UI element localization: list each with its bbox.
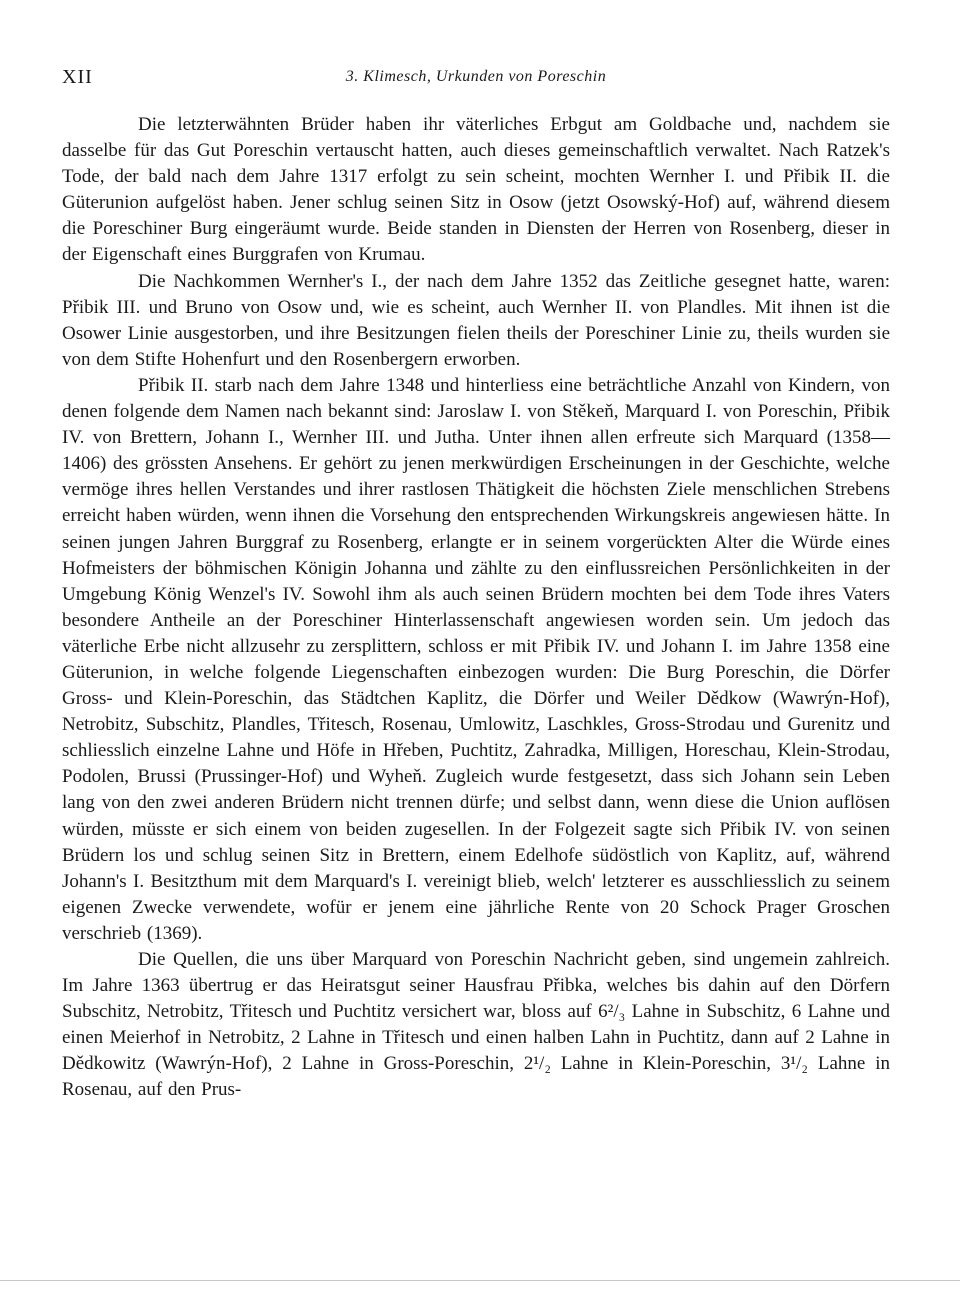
running-title: 3. Klimesch, Urkunden von Poreschin (345, 68, 607, 85)
paragraph: Die Nachkommen Wernher's I., der nach dem Jahre 1352 das Zeitliche gesegnet hatte, waren: Přibik III. und Bruno von Osow und, wie es scheint, auch Wernher II. von Plandles. Mit ihnen ist die Osower Linie ausgestorben, und ihre Besitzungen fielen theils der Poreschiner Linie zu, theils wurden sie von dem Stifte Hohenfurt und den Rosenbergern erworben. (62, 270, 890, 370)
body-text (62, 112, 890, 1104)
page-header (62, 66, 890, 94)
page-edge-divider (0, 1280, 960, 1281)
paragraph: Die letzterwähnten Brüder haben ihr väterliches Erbgut am Goldbache und, nachdem sie dasselbe für das Gut Poreschin vertauscht hatten, auch dieses gemeinschaftlich verwaltet. Nach Ratzek's Tode, der bald nach dem Jahre 1317 erfolgt zu sein scheint, mochten Wernher I. und Přibik II. die Güterunion aufgelöst haben. Jener schlug seinen Sitz in Osow (jetzt Osowský-Hof) auf, während diesem die Poreschiner Burg eingeräumt wurde. Beide standen in Diensten der Herren von Rosenberg, dieser in der Eigenschaft eines Burggrafen von Krumau. (62, 114, 890, 266)
paragraph: Přibik II. starb nach dem Jahre 1348 und hinterliess eine beträchtliche Anzahl von Kindern, von denen folgende dem Namen nach bekannt sind: Jaroslaw I. von Stěkeň, Marquard I. von Poreschin, Přibik IV. von Brettern, Johann I., Wernher III. und Jutha. Unter ihnen allen erfreute sich Marquard (1358—1406) des grössten Ansehens. Er gehört zu jenen merkwürdigen Erscheinungen in der Geschichte, welche vermöge ihres hellen Verstandes und ihrer rastlosen Thätigkeit die höchsten Ziele menschlichen Strebens erreicht haben würden, wenn ihnen die Vorsehung den entsprechenden Wirkungskreis angewiesen hätte. In seinen jungen Jahren Burggraf zu Rosenberg, erlangte er in seinem vorgerückten Alter die Würde eines Hofmeisters der böhmischen Königin Johanna und zählte zu den einflussreichen Persönlichkeiten in der Umgebung König Wenzel's IV. Sowohl ihm als auch seinen Brüdern mochten bei dem Tode ihres Vaters besondere Antheile an der Poreschiner Hinterlassenschaft angewiesen worden sein. Um jedoch das väterliche Erbe nicht allzusehr zu zersplittern, schloss er mit Přibik IV. und Johann I. im Jahre 1358 eine Güterunion, in welche folgende Liegenschaften einbezogen wurden: Die Burg Poreschin, die Dörfer Gross- und Klein-Poreschin, das Städtchen Kaplitz, die Dörfer und Weiler Dědkow (Wawrýn-Hof), Netrobitz, Subschitz, Plandles, Třitesch, Rosenau, Umlowitz, Laschkles, Gross-Strodau und Gurenitz und schliesslich einzelne Lahne und Höfe in Hřeben, Puchtitz, Zahradka, Milligen, Horeschau, Klein-Strodau, Podolen, Brussi (Prussinger-Hof) und Wyheň. Zugleich wurde festgesetzt, dass sich Johann sein Leben lang von den zwei anderen Brüdern nicht trennen dürfe; und selbst dann, wenn diese die Union auflösen würden, müsste er sich einem von beiden zugesellen. In der Folgezeit sagte sich Přibik IV. von seinen Brüdern los und schlug seinen Sitz in Brettern, einem Edelhofe südöstlich von Kaplitz, auf, während Johann's I. Besitzthum mit dem Marquard's I. vereinigt blieb, welch' letzterer es ausschliesslich zu seinem eigenen Zwecke verwendete, wofür er jenem eine jährliche Rente von 20 Schock Prager Groschen verschrieb (1369). (62, 374, 890, 944)
page-number: XII (62, 66, 93, 88)
paragraph: Die Quellen, die uns über Marquard von Poreschin Nachricht geben, sind ungemein zahlreich. Im Jahre 1363 übertrug er das Heiratsgut seiner Hausfrau Přibka, welches bis dahin auf den Dörfern Subschitz, Netrobitz, Třitesch und Puchtitz versichert war, bloss auf 6²/₃ Lahne in Subschitz, 6 Lahne und einen Meierhof in Netrobitz, 2 Lahne in Třitesch und einen halben Lahn in Puchtitz, dann auf 2 Lahne in Dědkowitz (Wawrýn-Hof), 2 Lahne in Gross-Poreschin, 2¹/₂ Lahne in Klein-Poreschin, 3¹/₂ Lahne in Rosenau, auf den Prus- (62, 949, 890, 1101)
